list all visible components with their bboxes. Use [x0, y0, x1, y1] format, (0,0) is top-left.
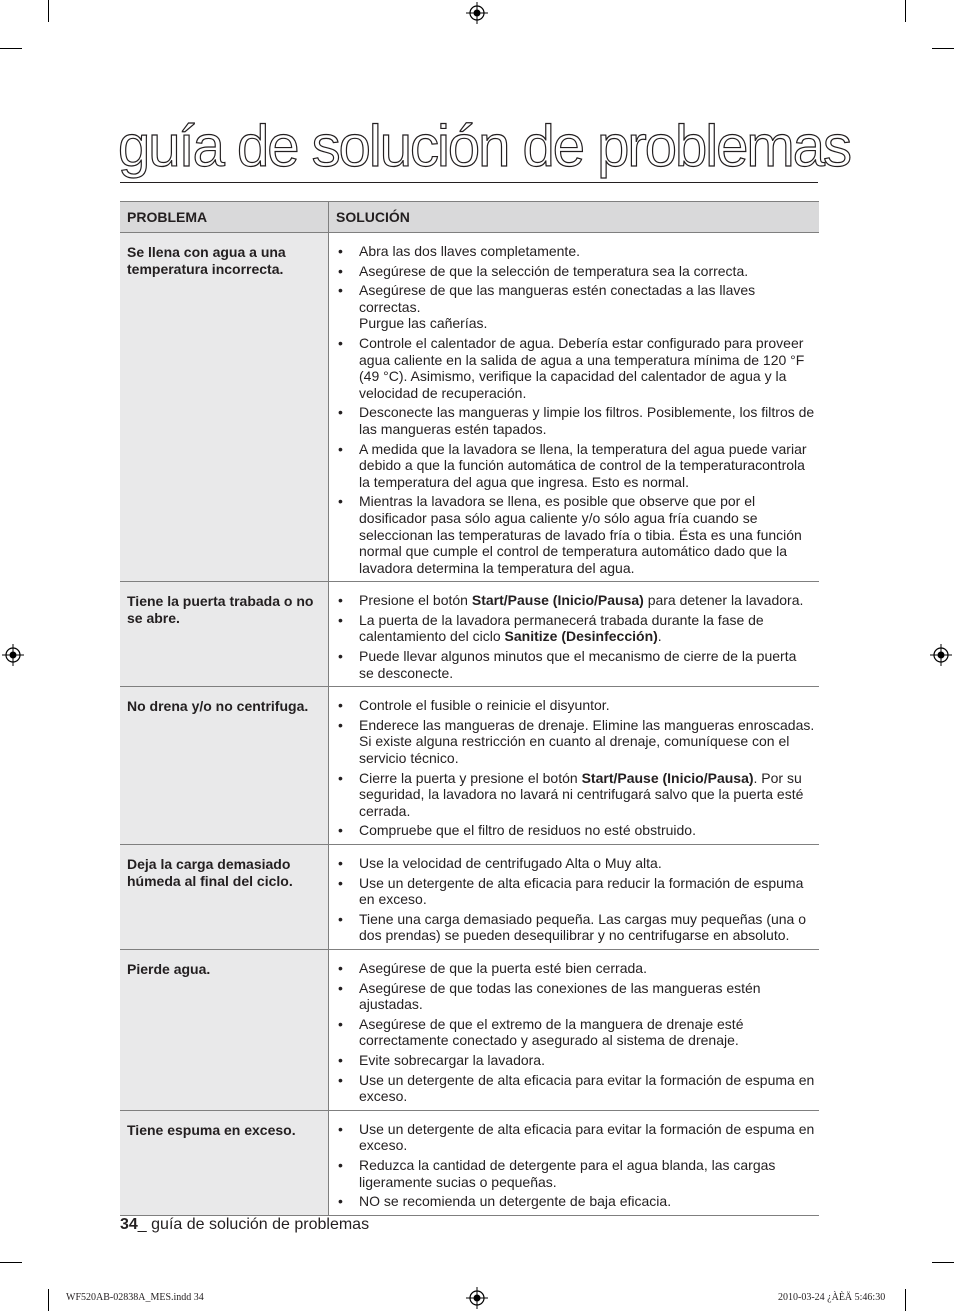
- solution-text: Cierre la puerta y presione el botón: [359, 769, 582, 786]
- bullet-icon: •: [338, 1156, 343, 1173]
- solution-list: [335, 697, 815, 839]
- table-header-row: [120, 202, 819, 233]
- solution-item: [335, 822, 815, 839]
- solution-item: [335, 441, 815, 491]
- solution-item: [335, 282, 815, 332]
- solution-text: A medida que la lavadora se llena, la temperatura del agua puede variar debido a que la función automática de control de la temperaturacontrola la temperatura del agua que ingresa. Esto es normal.: [359, 440, 807, 490]
- solution-item: [335, 1157, 815, 1190]
- bullet-icon: •: [338, 440, 343, 457]
- bullet-icon: •: [338, 648, 343, 665]
- solution-item: [335, 592, 815, 609]
- solution-text: NO se recomienda un detergente de baja eficacia.: [359, 1193, 672, 1210]
- solution-item: [335, 697, 815, 714]
- crop-mark: [932, 1262, 954, 1263]
- solution-text: Asegúrese de que todas las conexiones de las mangueras estén ajustadas.: [359, 979, 761, 1013]
- solution-item: [335, 717, 815, 767]
- button-name-emphasis: Sanitize (Desinfección): [504, 628, 658, 645]
- solution-item: [335, 875, 815, 908]
- solution-text: Evite sobrecargar la lavadora.: [359, 1051, 545, 1068]
- bullet-icon: •: [338, 874, 343, 891]
- problem-cell: Tiene la puerta trabada o no se abre.: [120, 582, 329, 687]
- bullet-icon: •: [338, 1015, 343, 1032]
- solution-text: Compruebe que el filtro de residuos no esté obstruido.: [359, 822, 696, 839]
- bullet-icon: •: [338, 1120, 343, 1137]
- table-row: [120, 233, 819, 582]
- bullet-icon: •: [338, 404, 343, 421]
- crop-mark: [905, 1289, 906, 1311]
- bullet-icon: •: [338, 979, 343, 996]
- slug-timestamp: 2010-03-24 ¿ÀÈÄ 5:46:30: [778, 1292, 886, 1303]
- registration-mark-icon: [466, 1287, 488, 1309]
- bullet-icon: •: [338, 769, 343, 786]
- bullet-icon: •: [338, 716, 343, 733]
- problem-cell: Deja la carga demasiado húmeda al final del ciclo.: [120, 845, 329, 950]
- solution-item: [335, 980, 815, 1013]
- bullet-icon: •: [338, 282, 343, 299]
- solution-text: Asegúrese de que las mangueras estén conectadas a las llaves correctas.: [359, 282, 756, 315]
- solution-item: [335, 1052, 815, 1069]
- solution-item: [335, 770, 815, 820]
- solution-text: Tiene una carga demasiado pequeña. Las cargas muy pequeñas (una o dos prendas) se pueden desequilibrar y no centrifugarse en absoluto.: [359, 910, 807, 944]
- table-row: [120, 845, 819, 950]
- solution-cell: [329, 1110, 820, 1215]
- solution-item: [335, 404, 815, 437]
- solution-text: Mientras la lavadora se llena, es posible que observe que por el dosificador pasa sólo agua caliente y/o sólo agua fría cuando se seleccionan las temperaturas de lavado fría o tibia. Ésta es una función normal que cumple el control de temperatura automático dado que la lavadora determina la temperatura del agua.: [359, 493, 802, 576]
- table-body: [120, 233, 819, 1216]
- title-rule: [120, 182, 818, 183]
- column-header-solution: SOLUCIÓN: [329, 202, 820, 233]
- bullet-icon: •: [338, 910, 343, 927]
- bullet-icon: •: [338, 1051, 343, 1068]
- column-header-problem: PROBLEMA: [120, 202, 329, 233]
- bullet-icon: •: [338, 1193, 343, 1210]
- solution-item: [335, 1121, 815, 1154]
- solution-text: Controle el fusible o reinicie el disyuntor.: [359, 697, 610, 714]
- solution-list: [335, 855, 815, 944]
- solution-text: Controle el calentador de agua. Debería estar configurado para proveer agua caliente en la salida de agua a una temperatura mínima de 120 °F (49 °C). Asimismo, verifique la capacidad del calentador de agua y la velocidad de recuperación.: [359, 334, 805, 401]
- slug-filename: WF520AB-02838A_MES.indd 34: [66, 1292, 204, 1303]
- solution-text: Presione el botón: [359, 592, 472, 609]
- problem-cell: Tiene espuma en exceso.: [120, 1110, 329, 1215]
- bullet-icon: •: [338, 822, 343, 839]
- solution-cell: [329, 845, 820, 950]
- solution-text: Reduzca la cantidad de detergente para el agua blanda, las cargas ligeramente sucias o pequeñas.: [359, 1156, 776, 1190]
- solution-text: La puerta de la lavadora permanecerá trabada durante la fase de calentamiento del ciclo: [359, 611, 764, 645]
- table-row: [120, 687, 819, 845]
- bullet-icon: •: [338, 697, 343, 714]
- solution-item: [335, 1193, 815, 1210]
- solution-text: Use un detergente de alta eficacia para reducir la formación de espuma en exceso.: [359, 874, 804, 908]
- solution-cell: [329, 582, 820, 687]
- solution-list: [335, 592, 815, 681]
- bullet-icon: •: [338, 592, 343, 609]
- solution-item: [335, 1072, 815, 1105]
- registration-mark-icon: [2, 644, 24, 666]
- solution-item: [335, 243, 815, 260]
- page-title: guía de solución de problemas: [118, 114, 850, 179]
- solution-text: Desconecte las mangueras y limpie los filtros. Posiblemente, los filtros de las mangueras estén tapados.: [359, 404, 815, 437]
- solution-text: Abra las dos llaves completamente.: [359, 243, 580, 259]
- crop-mark: [0, 1262, 22, 1263]
- solution-cell: [329, 949, 820, 1110]
- bullet-icon: •: [338, 243, 343, 259]
- troubleshooting-table: [120, 201, 819, 1216]
- solution-item: [335, 960, 815, 977]
- solution-item: [335, 855, 815, 872]
- table-row: [120, 1110, 819, 1215]
- solution-text: .: [657, 628, 662, 645]
- solution-text: Enderece las mangueras de drenaje. Elimine las mangueras enroscadas. Si existe alguna restricción en cuanto al drenaje, comuníquese con el servicio técnico.: [359, 716, 815, 767]
- solution-text: Asegúrese de que la puerta esté bien cerrada.: [359, 959, 647, 976]
- bullet-icon: •: [338, 493, 343, 510]
- bullet-icon: •: [338, 334, 343, 351]
- solution-item: [335, 263, 815, 280]
- solution-item: [335, 911, 815, 944]
- solution-extra-text: Purgue las cañerías.: [359, 315, 488, 332]
- registration-mark-icon: [466, 2, 488, 24]
- solution-text: Asegúrese de que la selección de temperatura sea la correcta.: [359, 262, 749, 279]
- problem-cell: No drena y/o no centrifuga.: [120, 687, 329, 845]
- crop-mark: [932, 48, 954, 49]
- solution-item: [335, 1016, 815, 1049]
- solution-item: [335, 335, 815, 401]
- bullet-icon: •: [338, 959, 343, 976]
- solution-cell: [329, 687, 820, 845]
- solution-list: [335, 960, 815, 1105]
- bullet-icon: •: [338, 262, 343, 279]
- page-footer: [120, 1216, 369, 1234]
- registration-mark-icon: [930, 644, 952, 666]
- problem-cell: Pierde agua.: [120, 949, 329, 1110]
- solution-text: Asegúrese de que el extremo de la manguera de drenaje esté correctamente conectado y asegurado al sistema de drenaje.: [359, 1015, 744, 1049]
- footer-label: guía de solución de problemas: [151, 1216, 370, 1233]
- solution-cell: [329, 233, 820, 582]
- solution-list: [335, 1121, 815, 1210]
- solution-list: [335, 243, 815, 576]
- solution-text: Use la velocidad de centrifugado Alta o Muy alta.: [359, 855, 662, 871]
- table-row: [120, 582, 819, 687]
- footer-separator: _: [137, 1216, 152, 1233]
- crop-mark: [48, 1289, 49, 1311]
- solution-item: [335, 648, 815, 681]
- crop-mark: [48, 0, 49, 22]
- solution-text: para detener la lavadora.: [643, 592, 804, 609]
- bullet-icon: •: [338, 855, 343, 871]
- button-name-emphasis: Start/Pause (Inicio/Pausa): [581, 769, 754, 786]
- solution-item: [335, 493, 815, 576]
- crop-mark: [0, 48, 22, 49]
- page-number: 34: [120, 1216, 138, 1233]
- table-row: [120, 949, 819, 1110]
- problem-cell: Se llena con agua a una temperatura incorrecta.: [120, 233, 329, 582]
- bullet-icon: •: [338, 611, 343, 628]
- bullet-icon: •: [338, 1071, 343, 1088]
- solution-text: Use un detergente de alta eficacia para evitar la formación de espuma en exceso.: [359, 1120, 815, 1154]
- solution-item: [335, 612, 815, 645]
- button-name-emphasis: Start/Pause (Inicio/Pausa): [471, 592, 644, 609]
- crop-mark: [905, 0, 906, 22]
- solution-text: . Por su seguridad, la lavadora no lavará ni centrifugará salvo que la puerta esté cerrada.: [359, 769, 804, 819]
- solution-text: Use un detergente de alta eficacia para evitar la formación de espuma en exceso.: [359, 1071, 815, 1105]
- solution-text: Puede llevar algunos minutos que el mecanismo de cierre de la puerta se desconecte.: [359, 648, 797, 681]
